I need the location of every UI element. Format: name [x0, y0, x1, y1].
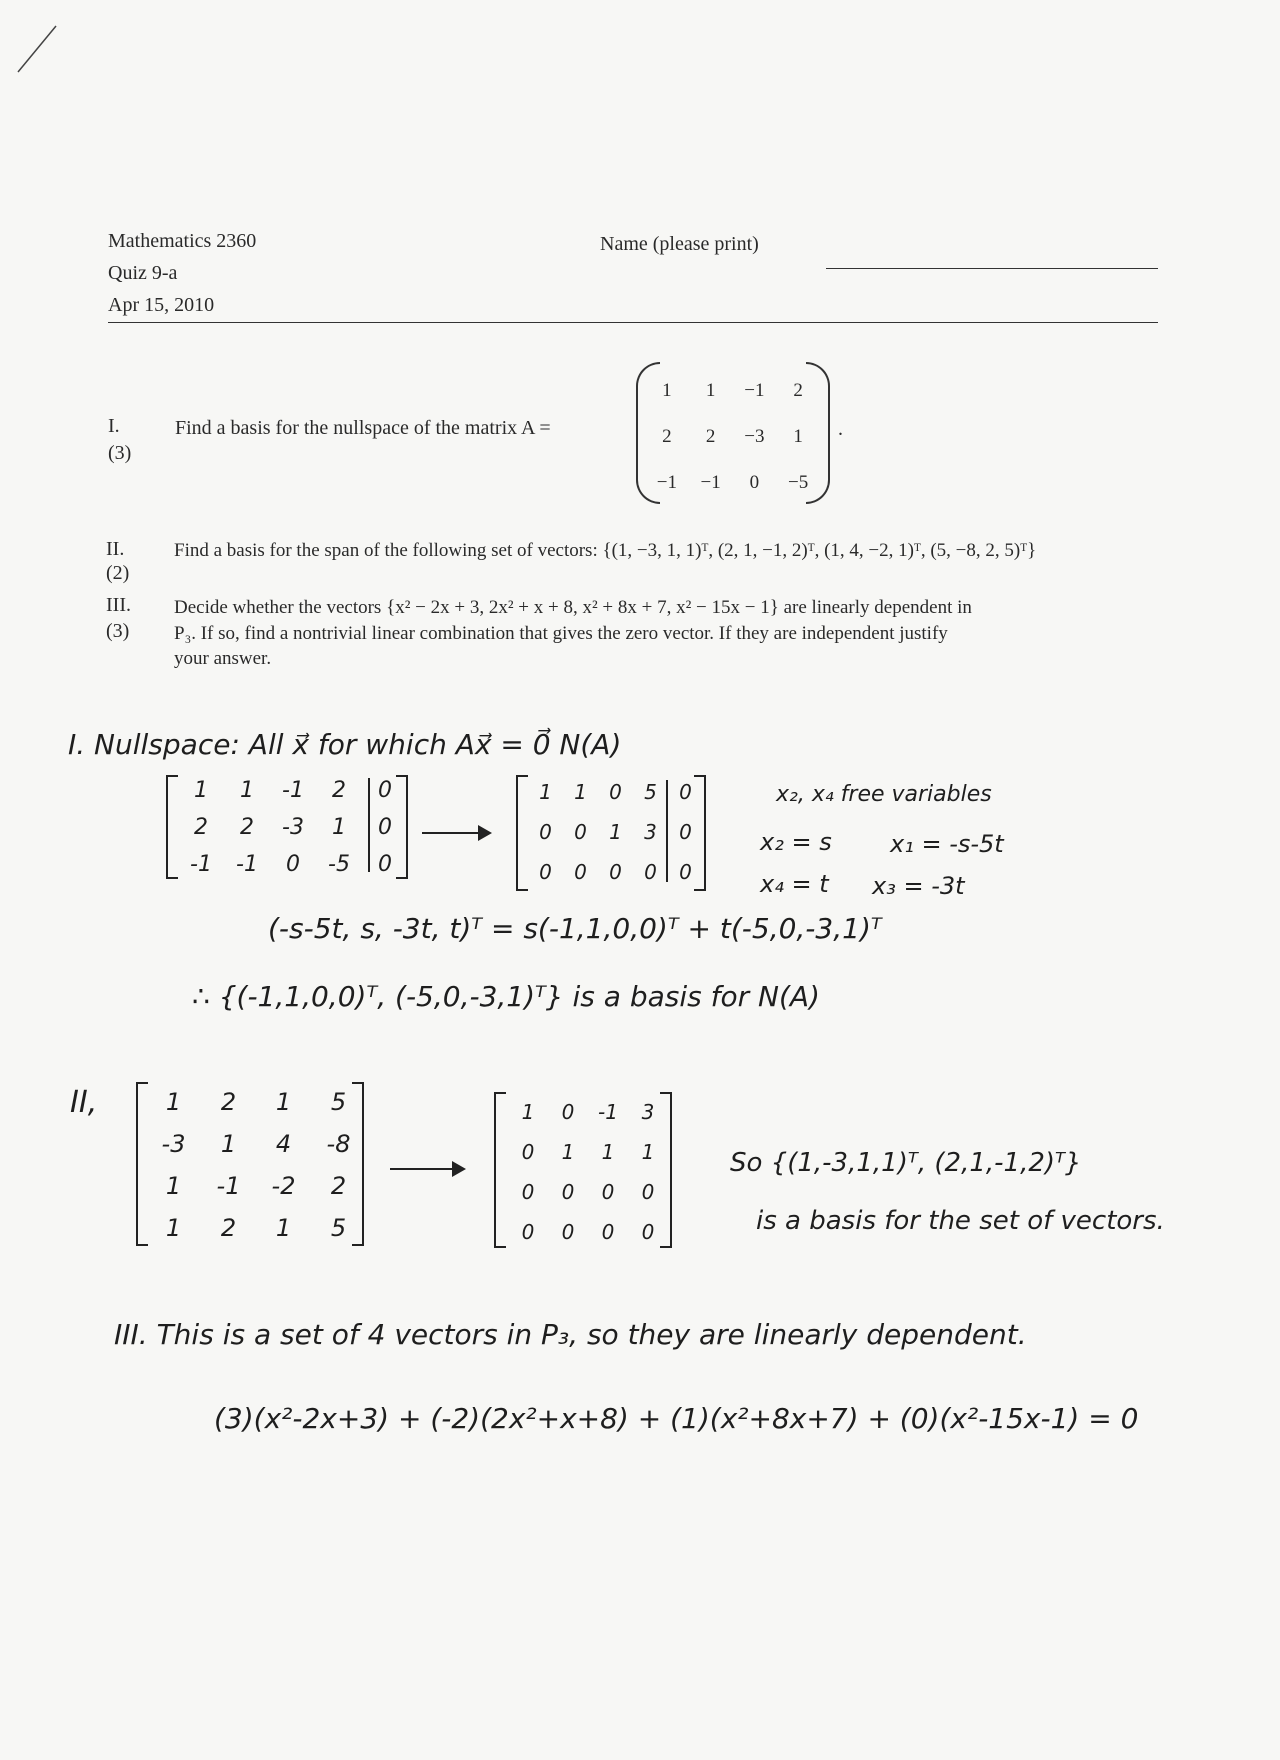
matrix-entry: 0 — [378, 778, 392, 803]
solution-1-heading: I. Nullspace: All x⃗ for which Ax⃗ = 0⃗ N(A) — [68, 728, 622, 761]
matrix-entry: 1 — [165, 1172, 182, 1200]
problem-2-points: (2) — [106, 562, 130, 584]
solution-3-linear-combination: (3)(x²-2x+3) + (-2)(2x²+x+8) + (1)(x²+8x+7) + (0)(x²-15x-1) = 0 — [214, 1402, 1139, 1435]
matrix-entry: 0 — [679, 820, 692, 844]
matrix-entry: 0 — [601, 1220, 615, 1244]
matrix-entry: 0 — [521, 1180, 535, 1204]
matrix-entry: 1 — [609, 820, 622, 844]
span-rref-matrix — [508, 1100, 668, 1244]
matrix-entry: 0 — [561, 1180, 575, 1204]
span-matrix-right-bracket — [352, 1082, 364, 1246]
matrix-entry: 5 — [644, 780, 657, 804]
matrix-entry: 1 — [165, 1088, 182, 1116]
matrix-entry: 2 — [240, 815, 254, 840]
rref-matrix-right-bracket — [694, 775, 706, 891]
matrix-entry: -2 — [271, 1172, 296, 1200]
free-variables-note: x₂, x₄ free variables — [776, 782, 992, 807]
matrix-entry: -1 — [236, 852, 258, 877]
matrix-entry: 0 — [561, 1100, 575, 1124]
matrix-entry: -3 — [282, 815, 304, 840]
augmented-matrix — [178, 778, 408, 877]
matrix-entry: 0 — [521, 1140, 535, 1164]
matrix-entry: 0 — [286, 852, 300, 877]
span-basis-line-1: So {(1,-3,1,1)ᵀ, (2,1,-1,2)ᵀ} — [730, 1148, 1082, 1178]
matrix-entry: 0 — [641, 1180, 655, 1204]
matrix-entry: 0 — [679, 780, 692, 804]
span-rref-right-bracket — [660, 1092, 672, 1248]
matrix-entry: 0 — [644, 860, 657, 884]
matrix-entry: 0 — [574, 820, 587, 844]
rref-matrix-left-bracket — [516, 775, 528, 891]
problem-1-points: (3) — [108, 442, 132, 464]
problem-1-number: I. — [108, 415, 120, 437]
quiz-label: Quiz 9-a — [108, 262, 178, 284]
x4-assignment: x₄ = t — [760, 870, 829, 898]
matrix-entry: 3 — [641, 1100, 655, 1124]
matrix-entry: 1 — [793, 426, 803, 447]
matrix-entry: −3 — [744, 426, 765, 447]
matrix-entry: 1 — [165, 1214, 182, 1242]
matrix-entry: -8 — [326, 1130, 351, 1158]
matrix-entry: 0 — [539, 820, 552, 844]
matrix-entry: 1 — [574, 780, 587, 804]
problem-3-line-1: Decide whether the vectors {x² − 2x + 3, 2x² + x + 8, x² + 8x + 7, x² − 15x − 1} are linearly dependent in — [174, 597, 972, 618]
matrix-entry: 1 — [194, 778, 208, 803]
matrix-entry: 2 — [194, 815, 208, 840]
matrix-entry: 0 — [679, 860, 692, 884]
matrix-entry: 5 — [330, 1088, 347, 1116]
problem-1-period: . — [838, 418, 843, 440]
matrix-entry: −5 — [788, 472, 809, 493]
matrix-entry: 0 — [609, 860, 622, 884]
matrix-entry: 2 — [705, 426, 716, 447]
span-reduce-arrow — [390, 1168, 464, 1170]
matrix-entry: -1 — [598, 1100, 618, 1124]
matrix-entry: 1 — [332, 815, 346, 840]
x2-assignment: x₂ = s — [760, 828, 832, 856]
name-label: Name (please print) — [600, 233, 759, 255]
matrix-entry: -1 — [282, 778, 304, 803]
matrix-entry: 0 — [641, 1220, 655, 1244]
matrix-entry: -1 — [216, 1172, 241, 1200]
solution-2-label: II, — [70, 1085, 98, 1120]
vector-equation: (-s-5t, s, -3t, t)ᵀ = s(-1,1,0,0)ᵀ + t(-5,0,-3,1)ᵀ — [268, 912, 882, 945]
matrix-entry: 5 — [330, 1214, 347, 1242]
matrix-entry: 2 — [330, 1172, 347, 1200]
problem-1-matrix — [645, 380, 820, 494]
matrix-entry: -3 — [161, 1130, 186, 1158]
matrix-entry: 0 — [749, 472, 760, 493]
span-matrix — [146, 1088, 366, 1242]
matrix-entry: 0 — [378, 852, 392, 877]
matrix-entry: 0 — [609, 780, 622, 804]
matrix-entry: 4 — [275, 1130, 292, 1158]
x3-solution: x₃ = -3t — [872, 872, 965, 900]
matrix-entry: -1 — [190, 852, 212, 877]
matrix-entry: −1 — [700, 472, 721, 493]
matrix-entry: 1 — [539, 780, 552, 804]
matrix-entry: 1 — [521, 1100, 535, 1124]
problem-3-points: (3) — [106, 620, 130, 642]
matrix-entry: 0 — [574, 860, 587, 884]
matrix-entry: −1 — [656, 472, 677, 493]
name-line — [826, 268, 1158, 269]
matrix-entry: -5 — [328, 852, 350, 877]
matrix-entry: 1 — [662, 380, 672, 401]
matrix-entry: 3 — [644, 820, 657, 844]
rref-matrix — [528, 780, 703, 884]
matrix-entry: 2 — [220, 1214, 237, 1242]
aug-matrix-left-bracket — [166, 775, 178, 879]
matrix-entry: 0 — [601, 1180, 615, 1204]
matrix-entry: 1 — [561, 1140, 575, 1164]
matrix-entry: 2 — [662, 426, 672, 447]
aug-divider — [368, 778, 370, 872]
span-rref-left-bracket — [494, 1092, 506, 1248]
matrix-entry: 1 — [275, 1214, 292, 1242]
matrix-entry: 0 — [378, 815, 392, 840]
header-divider — [108, 322, 1158, 323]
problem-2-text: Find a basis for the span of the following set of vectors: {(1, −3, 1, 1)ᵀ, (2, 1, −1, 2)ᵀ, (1, 4, −2, 1)ᵀ, (5, −8, 2, 5)ᵀ} — [174, 540, 1037, 561]
matrix-entry: 1 — [705, 380, 716, 401]
quiz-date: Apr 15, 2010 — [108, 294, 215, 316]
problem-1-text: Find a basis for the nullspace of the matrix A = — [175, 417, 551, 439]
matrix-entry: 0 — [521, 1220, 535, 1244]
matrix-entry: 2 — [220, 1088, 237, 1116]
aug-matrix-right-bracket — [396, 775, 408, 879]
matrix-entry: 1 — [240, 778, 254, 803]
problem-3-number: III. — [106, 594, 131, 616]
x1-solution: x₁ = -s-5t — [890, 830, 1004, 858]
matrix-entry: 2 — [332, 778, 346, 803]
pen-stroke-mark — [10, 20, 60, 80]
matrix-entry: 1 — [275, 1088, 292, 1116]
matrix-entry: 0 — [561, 1220, 575, 1244]
nullspace-basis-conclusion: ∴ {(-1,1,0,0)ᵀ, (-5,0,-3,1)ᵀ} is a basis for N(A) — [192, 980, 820, 1013]
problem-3-line-3: your answer. — [174, 648, 272, 669]
matrix-entry: 0 — [539, 860, 552, 884]
rref-aug-divider — [666, 780, 668, 882]
matrix-entry: 1 — [601, 1140, 615, 1164]
matrix-entry: −1 — [744, 380, 765, 401]
matrix-entry: 2 — [793, 380, 803, 401]
problem-2-number: II. — [106, 538, 125, 560]
matrix-entry: 1 — [220, 1130, 237, 1158]
row-reduce-arrow — [422, 832, 490, 834]
problem-3-line-2: P₃. If so, find a nontrivial linear combination that gives the zero vector. If they are independent justify — [174, 623, 948, 644]
matrix-entry: 1 — [641, 1140, 655, 1164]
span-basis-line-2: is a basis for the set of vectors. — [756, 1206, 1165, 1236]
course-title: Mathematics 2360 — [108, 230, 257, 252]
solution-3-line-1: III. This is a set of 4 vectors in P₃, so they are linearly dependent. — [114, 1318, 1027, 1351]
